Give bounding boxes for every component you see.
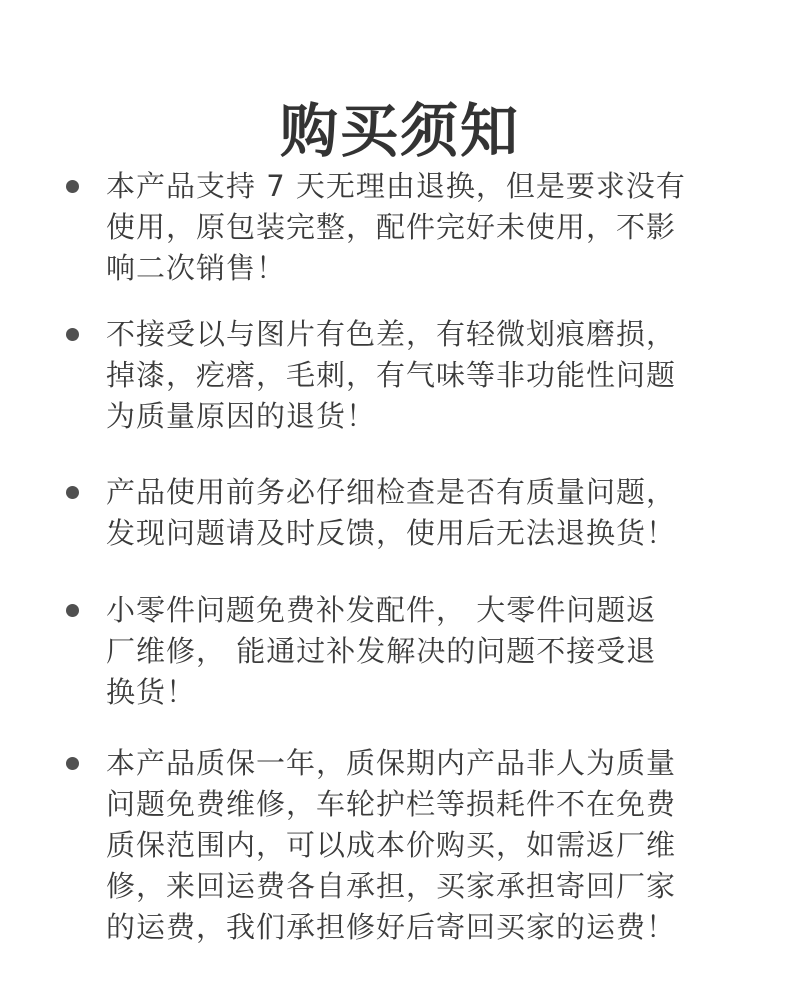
- notice-text: 产品使用前务必仔细检查是否有质量问题， 发现问题请及时反馈，使用后无法退换货！: [106, 475, 677, 550]
- bullet-dot-icon: [66, 180, 79, 193]
- bullet-dot-icon: [66, 328, 79, 341]
- notice-text: 本产品支持 7 天无理由退换，但是要求没有 使用，原包装完整，配件完好未使用，不影 响二次销售！: [106, 169, 686, 285]
- bullet-dot-icon: [66, 757, 79, 770]
- page-title: 购买须知: [279, 96, 520, 165]
- bullet-dot-icon: [66, 604, 79, 617]
- bullet-dot-icon: [66, 486, 79, 499]
- notice-text: 不接受以与图片有色差，有轻微划痕磨损， 掉漆，疙瘩，毛刺，有气味等非功能性问题 为质量原因的退货！: [106, 317, 677, 433]
- notice-text: 本产品质保一年，质保期内产品非人为质量 问题免费维修，车轮护栏等损耗件不在免费 质保范围内，可以成本价购买，如需返厂维 修，来回运费各自承担，买家承担寄回厂家 的运费，我们承担修好后寄回买家的运费！: [106, 746, 677, 944]
- notice-text: 小零件问题免费补发配件， 大零件问题返 厂维修， 能通过补发解决的问题不接受退 换货！: [106, 593, 657, 709]
